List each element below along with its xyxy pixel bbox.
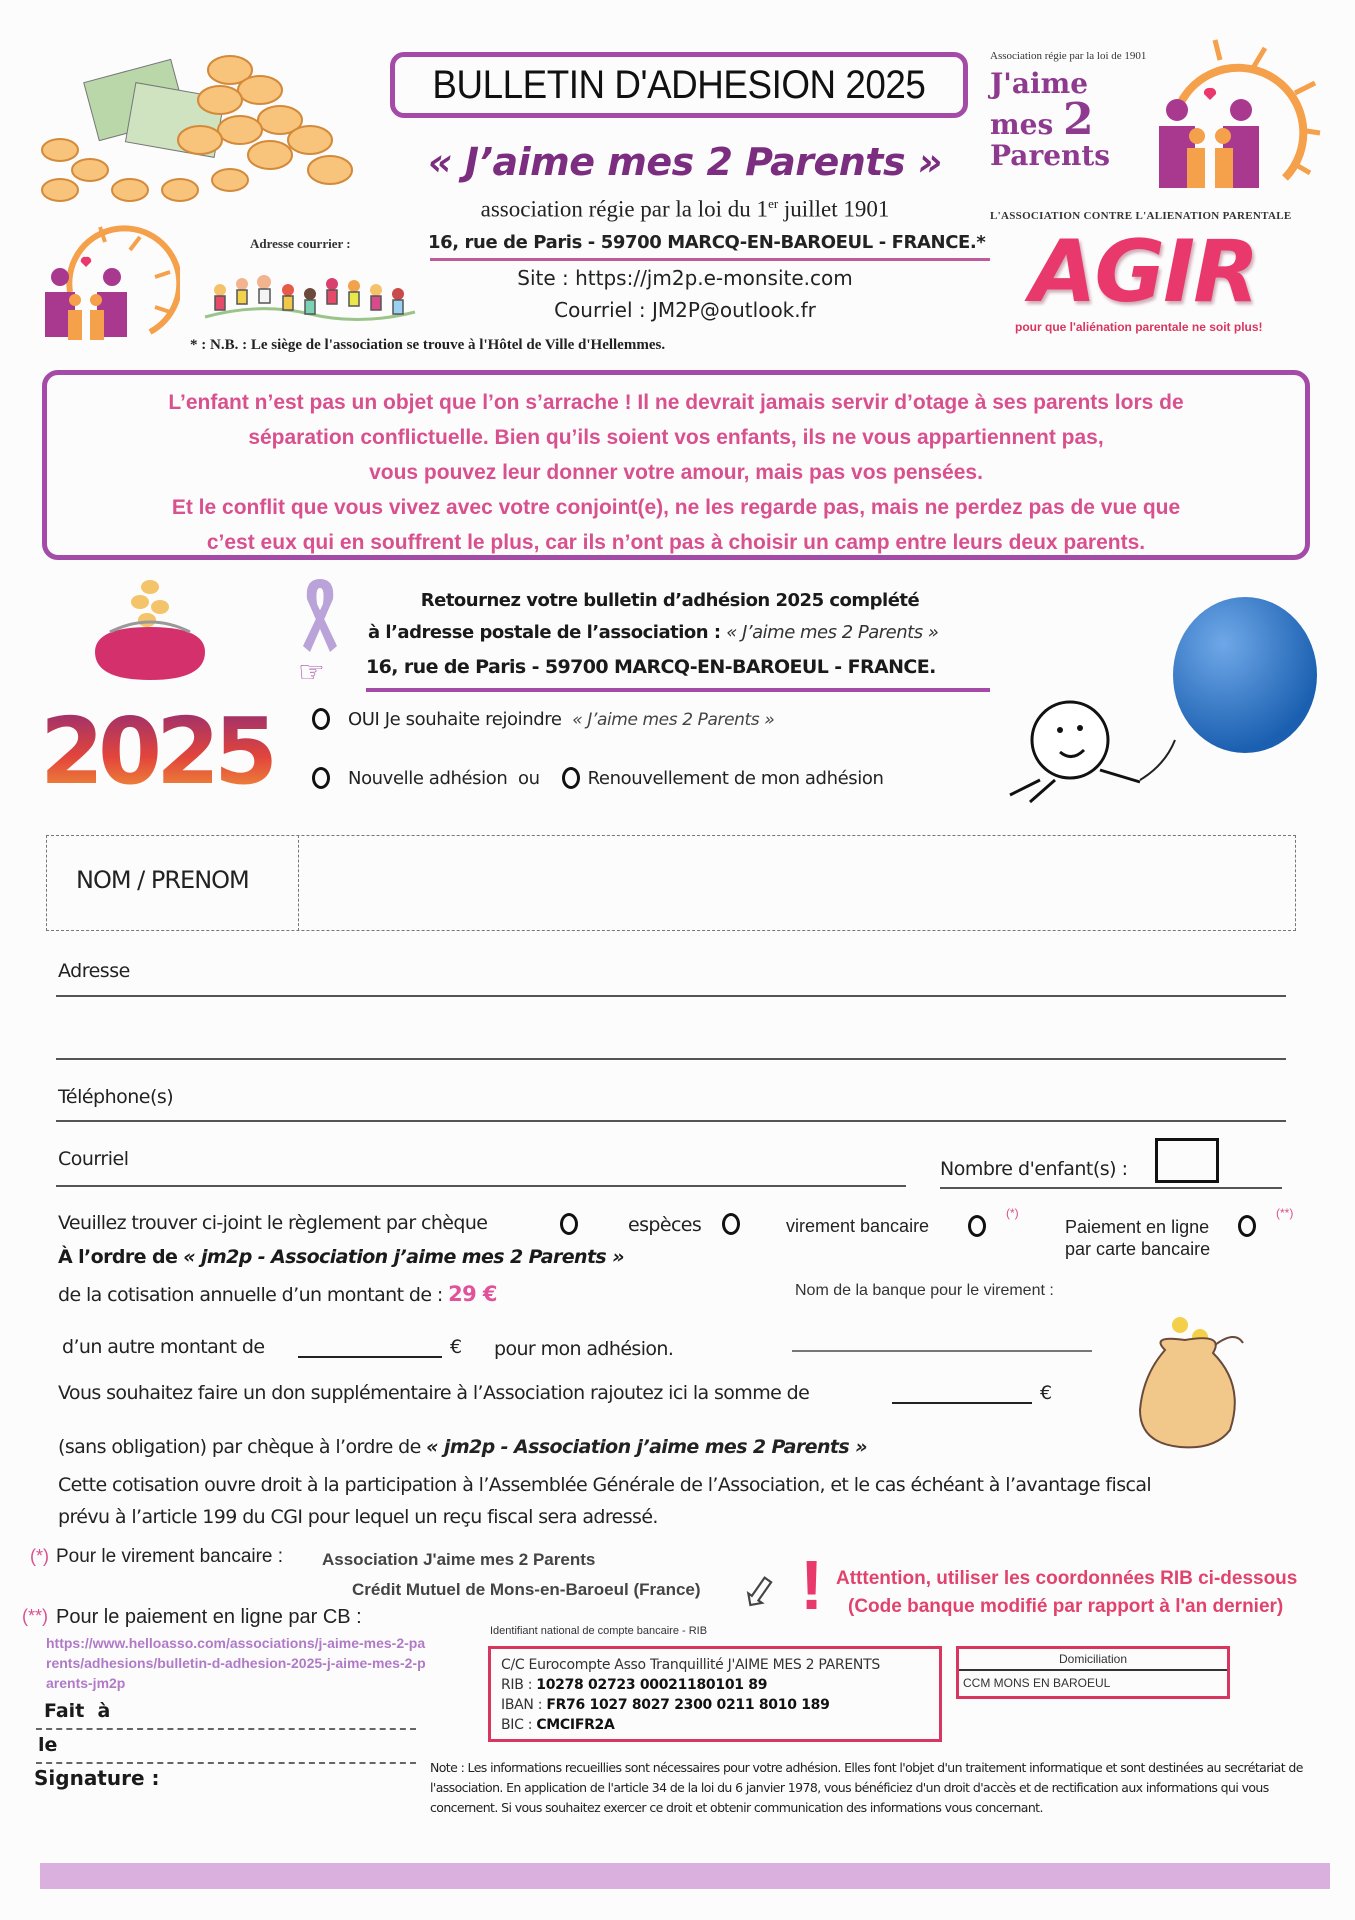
exclamation-icon: ! bbox=[800, 1546, 824, 1624]
bic-value: CMCIFR2A bbox=[536, 1717, 615, 1733]
website-text: Site : https://jm2p.e-monsite.com bbox=[517, 266, 853, 290]
logo-line3: Parents bbox=[990, 139, 1111, 172]
iban-row bbox=[501, 1695, 929, 1715]
page-title: BULLETIN D'ADHESION 2025 bbox=[432, 62, 926, 107]
rib-row bbox=[501, 1675, 929, 1695]
arrow-down-icon: ⇩ bbox=[729, 1562, 788, 1625]
agir-logo: AGIR bbox=[1030, 222, 1258, 322]
paiement-ligne-line1: Paiement en ligne bbox=[1065, 1217, 1210, 1237]
oui-assoc-name: « J’aime mes 2 Parents » bbox=[572, 709, 775, 730]
oui-text: OUI Je souhaite rejoindre bbox=[348, 708, 562, 730]
adresse-label: Adresse bbox=[58, 960, 130, 982]
bic-label: BIC : bbox=[501, 1717, 537, 1733]
fait-line[interactable] bbox=[36, 1728, 416, 1732]
rib-box bbox=[488, 1646, 942, 1742]
bottom-bar bbox=[40, 1863, 1330, 1889]
jaime-logo-text bbox=[990, 67, 1150, 172]
cotisation-amount: 29 € bbox=[448, 1282, 497, 1306]
footnote2-label: Pour le paiement en ligne par CB : bbox=[56, 1606, 362, 1628]
sans-obligation-name: « jm2p - Association j’aime mes 2 Parents » bbox=[426, 1436, 867, 1458]
logo-assoc-small: Association régie par la loi de 1901 bbox=[990, 50, 1147, 62]
radio-virement[interactable] bbox=[968, 1215, 986, 1237]
date-label: le bbox=[38, 1734, 58, 1756]
quote-line: c’est eux qui en souffrent le plus, car ils n’ont pas à choisir un camp entre leurs deux parents. bbox=[206, 531, 1146, 554]
footnote1-assoc: Association J'aime mes 2 Parents bbox=[322, 1550, 596, 1569]
balloon-character-illustration bbox=[1000, 590, 1320, 810]
footnote1-label: Pour le virement bancaire : bbox=[56, 1546, 284, 1567]
domiciliation-header: Domiciliation bbox=[959, 1649, 1227, 1671]
don-text: Vous souhaitez faire un don supplémentaire à l’Association rajoutez ici la somme de bbox=[58, 1382, 810, 1404]
cotisation-label: de la cotisation annuelle d’un montant de : bbox=[58, 1284, 449, 1306]
bic-row bbox=[501, 1715, 929, 1735]
radio-nouvelle[interactable] bbox=[312, 767, 330, 789]
awareness-ribbon-icon bbox=[295, 574, 345, 654]
telephone-line[interactable] bbox=[56, 1120, 1286, 1122]
autre-montant-field[interactable] bbox=[298, 1356, 442, 1358]
sans-obligation-text bbox=[58, 1436, 867, 1458]
return-address-intro bbox=[368, 622, 938, 643]
footnote1-mark: (*) bbox=[30, 1546, 49, 1566]
ordre-prefix: À l’ordre de bbox=[58, 1246, 184, 1268]
year-graphic: 2025 bbox=[40, 698, 273, 805]
return-instruction: Retournez votre bulletin d’adhésion 2025 complété bbox=[420, 590, 920, 611]
radio-oui[interactable] bbox=[312, 708, 330, 730]
postal-address: 16, rue de Paris - 59700 MARCQ-EN-BAROEUL - FRANCE.* bbox=[428, 232, 986, 253]
option-adhesion-type bbox=[312, 767, 883, 789]
logo-line1: J'aime bbox=[990, 67, 1089, 100]
payment-intro: Veuillez trouver ci-joint le règlement par chèque bbox=[58, 1212, 488, 1234]
option-oui[interactable] bbox=[312, 708, 774, 730]
banque-label: Nom de la banque pour le virement : bbox=[795, 1282, 1054, 1299]
helloasso-link[interactable]: https://www.helloasso.com/associations/j-aime-mes-2-parents/adhesions/bulletin-d-adhesion-2025-j-aime-mes-2-parents-jm2p bbox=[46, 1635, 426, 1691]
domiciliation-value: CCM MONS EN BAROEUL bbox=[963, 1676, 1111, 1690]
nb-note: * : N.B. : Le siège de l'association se trouve à l'Hôtel de Ville d'Hellemmes. bbox=[190, 337, 666, 353]
rib-value: 10278 02723 00021180101 89 bbox=[536, 1677, 768, 1693]
ordre-name: « jm2p - Association j’aime mes 2 Parents » bbox=[183, 1246, 624, 1268]
enfants-box[interactable] bbox=[1155, 1138, 1219, 1183]
paiement-ligne-label bbox=[1065, 1216, 1210, 1260]
rib-account: C/C Eurocompte Asso Tranquillité J'AIME MES 2 PARENTS bbox=[501, 1657, 880, 1673]
telephone-label: Téléphone(s) bbox=[58, 1086, 174, 1108]
especes-label: espèces bbox=[628, 1214, 702, 1236]
autre-montant-suffix: pour mon adhésion. bbox=[494, 1338, 674, 1360]
ordre-text bbox=[58, 1246, 624, 1268]
autre-montant-label: d’un autre montant de bbox=[62, 1336, 265, 1358]
signature-label: Signature : bbox=[34, 1766, 160, 1790]
don-euro-sign: € bbox=[1040, 1382, 1052, 1404]
loi-text bbox=[400, 196, 970, 223]
pointing-hand-icon: ☞ bbox=[298, 656, 325, 689]
quote-line: Et le conflit que vous vivez avec votre conjoint(e), ne les regarde pas, mais ne perdez pas de vue que bbox=[171, 496, 1181, 519]
fait-label: Fait à bbox=[44, 1700, 111, 1722]
radio-paiement-ligne[interactable] bbox=[1238, 1215, 1256, 1237]
adresse-line-2[interactable] bbox=[56, 1058, 1286, 1060]
loi-sup: er bbox=[768, 196, 779, 211]
footnote1-bank: Crédit Mutuel de Mons-en-Baroeul (France) bbox=[352, 1580, 701, 1599]
family-sun-logo-small bbox=[30, 222, 180, 350]
title-box bbox=[390, 52, 968, 118]
droit-text-2: prévu à l’article 199 du CGI pour lequel un reçu fiscal sera adressé. bbox=[58, 1506, 658, 1528]
virement-footnote-mark: (*) bbox=[1006, 1206, 1019, 1220]
date-line[interactable] bbox=[36, 1762, 416, 1764]
association-contre: L'ASSOCIATION CONTRE L'ALIENATION PARENTALE bbox=[990, 210, 1292, 222]
paiement-ligne-line2: par carte bancaire bbox=[1065, 1239, 1211, 1259]
enfants-label: Nombre d'enfant(s) : bbox=[940, 1158, 1128, 1180]
agir-tagline: pour que l'aliénation parentale ne soit plus! bbox=[1015, 320, 1263, 334]
address-underline bbox=[430, 258, 990, 261]
logo-line2-word: mes bbox=[990, 108, 1054, 141]
return-underline bbox=[366, 688, 990, 692]
sans-obligation-prefix: (sans obligation) par chèque à l’ordre de bbox=[58, 1436, 427, 1458]
quote-line: L’enfant n’est pas un objet que l’on s’arrache ! Il ne devrait jamais servir d’otage à ses parents lors de bbox=[168, 391, 1184, 414]
autre-euro-sign: € bbox=[450, 1336, 462, 1358]
courriel-line[interactable] bbox=[56, 1185, 906, 1187]
logo-line2 bbox=[990, 94, 1150, 145]
quote-line: séparation conflictuelle. Bien qu’ils soient vos enfants, ils ne vous appartiennent pas, bbox=[248, 426, 1104, 449]
radio-cheque[interactable] bbox=[560, 1213, 578, 1235]
nom-prenom-label: NOM / PRENOM bbox=[76, 866, 249, 894]
adresse-line-1[interactable] bbox=[56, 995, 1286, 997]
email-text: Courriel : JM2P@outlook.fr bbox=[554, 298, 816, 322]
don-field[interactable] bbox=[892, 1402, 1032, 1404]
association-name: « J’aime mes 2 Parents » bbox=[428, 140, 942, 184]
iban-value: FR76 1027 8027 2300 0211 8010 189 bbox=[546, 1697, 830, 1713]
return-prefix: à l’adresse postale de l’association : bbox=[368, 622, 727, 643]
privacy-note: Note : Les informations recueillies sont nécessaires pour votre adhésion. Elles font l'objet d'un traitement informatique et sont destinées au secrétariat de l'association. En application de l'article 34 de la loi du 6 janvier 1978, vous bénéficiez d'un droit d'accès et de rectification aux informations qui vous concernent. Si vous souhaitez exercer ce droit et obtenir communication des informations vous concernant. bbox=[430, 1760, 1303, 1815]
enfants-line bbox=[940, 1187, 1282, 1189]
return-assoc-name: « J’aime mes 2 Parents » bbox=[726, 622, 939, 643]
rib-label: RIB : bbox=[501, 1677, 537, 1693]
renouvellement-label: Renouvellement de mon adhésion bbox=[587, 767, 884, 789]
droit-text-1: Cette cotisation ouvre droit à la participation à l’Assemblée Générale de l’Association, et le cas échéant à l’avantage fiscal bbox=[58, 1474, 1152, 1496]
cotisation-text bbox=[58, 1282, 497, 1306]
iban-label: IBAN : bbox=[501, 1697, 547, 1713]
coins-money-illustration bbox=[30, 30, 380, 210]
attention-line2: (Code banque modifié par rapport à l'an dernier) bbox=[848, 1596, 1284, 1617]
footnote2-mark: (**) bbox=[22, 1606, 48, 1626]
loi-prefix: association régie par la loi du 1 bbox=[480, 196, 769, 222]
money-bag-illustration bbox=[1125, 1315, 1255, 1455]
radio-especes[interactable] bbox=[722, 1213, 740, 1235]
quote-box bbox=[42, 370, 1310, 560]
paiement-ligne-footnote-mark: (**) bbox=[1276, 1206, 1294, 1220]
return-address: 16, rue de Paris - 59700 MARCQ-EN-BAROEUL - FRANCE. bbox=[366, 656, 936, 678]
oui-label bbox=[348, 709, 774, 730]
virement-label: virement bancaire bbox=[786, 1216, 930, 1236]
loi-suffix: juillet 1901 bbox=[778, 196, 890, 222]
address-label: Adresse courrier : bbox=[250, 236, 351, 251]
attention-line1: Atttention, utiliser les coordonnées RIB ci-dessous bbox=[836, 1568, 1298, 1589]
radio-renouvellement[interactable] bbox=[562, 767, 580, 789]
domiciliation-box bbox=[956, 1646, 1230, 1699]
logo-line2-num: 2 bbox=[1062, 94, 1094, 145]
courriel-label: Courriel bbox=[58, 1148, 129, 1170]
nouvelle-label: Nouvelle adhésion ou bbox=[348, 767, 540, 789]
quote-line: vous pouvez leur donner votre amour, mais pas vos pensées. bbox=[369, 461, 983, 484]
rib-caption: Identifiant national de compte bancaire - RIB bbox=[490, 1625, 708, 1637]
purse-coins-illustration bbox=[85, 572, 215, 692]
family-sun-logo-large bbox=[1135, 38, 1325, 198]
children-dancing-illustration bbox=[200, 262, 420, 324]
banque-field[interactable] bbox=[792, 1350, 1092, 1352]
nom-separator bbox=[298, 835, 300, 931]
